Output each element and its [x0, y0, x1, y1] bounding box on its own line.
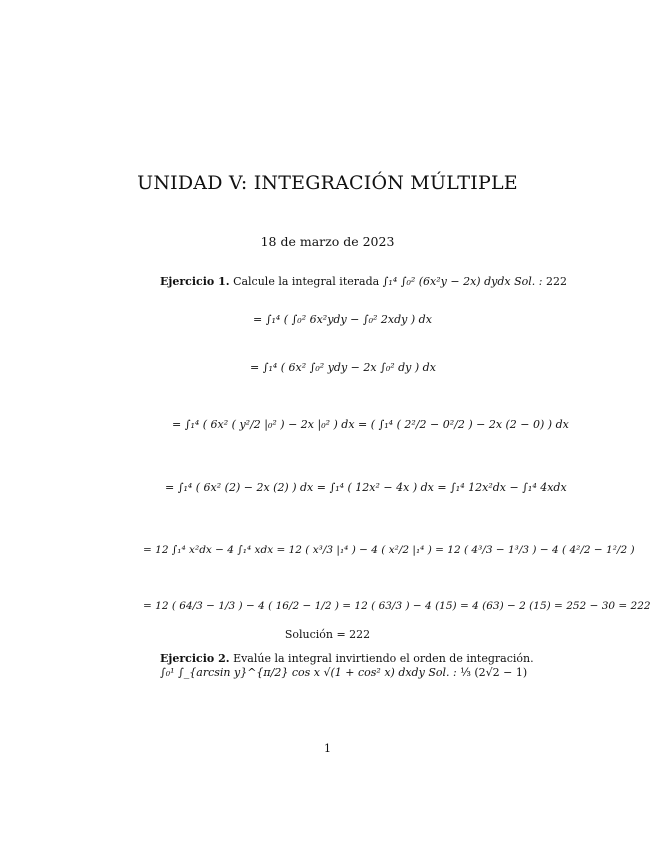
exercise2-text: Evalúe la integral invirtiendo el orden de integración. — [233, 652, 534, 665]
derivation-line-1-text: = ∫₁⁴ ( ∫₀² 6x²ydy − ∫₀² 2xdy ) dx — [253, 313, 432, 326]
exercise2-statement — [160, 652, 534, 665]
exercise2-integral: ∫₀¹ ∫_{arcsin y}^{π/2} cos x √(1 + cos² x) dxdy — [160, 666, 425, 679]
exercise1-text: Calcule la integral iterada — [233, 275, 380, 288]
exercise1-label: Ejercicio 1. — [160, 275, 230, 288]
page-number: 1 — [324, 742, 331, 755]
exercise1-integral: ∫₁⁴ ∫₀² (6x²y − 2x) dydx — [382, 275, 511, 288]
exercise1-sol-label: Sol. : — [514, 275, 543, 288]
derivation-line-5 — [143, 530, 635, 570]
derivation-line-3-text: = ∫₁⁴ ( 6x² ( y²/2 |₀² ) − 2x |₀² ) dx = ( ∫₁⁴ ( 2²/2 − 0²/2 ) − 2x (2 − 0) ) dx — [172, 418, 569, 431]
exercise1-sol-value: 222 — [545, 275, 567, 288]
derivation-line-2-text: = ∫₁⁴ ( 6x² ∫₀² ydy − 2x ∫₀² dy ) dx — [250, 361, 436, 374]
derivation-line-6-text: = 12 ( 64/3 − 1/3 ) − 4 ( 16/2 − 1/2 ) = 12 ( 63/3 ) − 4 (15) = 4 (63) − 2 (15) = 252 − 30 = 222 — [143, 600, 651, 612]
derivation-line-6 — [143, 586, 651, 626]
derivation-line-4-text: = ∫₁⁴ ( 6x² (2) − 2x (2) ) dx = ∫₁⁴ ( 12x² − 4x ) dx = ∫₁⁴ 12x²dx − ∫₁⁴ 4xdx — [165, 481, 567, 494]
derivation-line-2 — [250, 348, 436, 388]
exercise1-statement — [160, 275, 567, 288]
exercise2-sol-label: Sol. : — [428, 666, 457, 679]
derivation-line-5-text: = 12 ∫₁⁴ x²dx − 4 ∫₁⁴ xdx = 12 ( x³/3 |₁⁴ ) − 4 ( x²/2 |₁⁴ ) = 12 ( 4³/3 − 1³/3 ) − 4 ( 4²/2 − 1²/2 ) — [143, 544, 635, 556]
derivation-line-4 — [165, 468, 567, 508]
exercise2-sol-value: ⅓ (2√2 − 1) — [460, 666, 528, 679]
derivation-line-1 — [253, 300, 432, 340]
exercise2-label: Ejercicio 2. — [160, 652, 230, 665]
solution-line: Solución = 222 — [284, 628, 371, 641]
exercise2-formula — [160, 666, 527, 679]
document-date: 18 de marzo de 2023 — [260, 234, 395, 249]
derivation-line-3 — [172, 405, 569, 445]
document-title: UNIDAD V: INTEGRACIÓN MÚLTIPLE — [137, 172, 518, 194]
